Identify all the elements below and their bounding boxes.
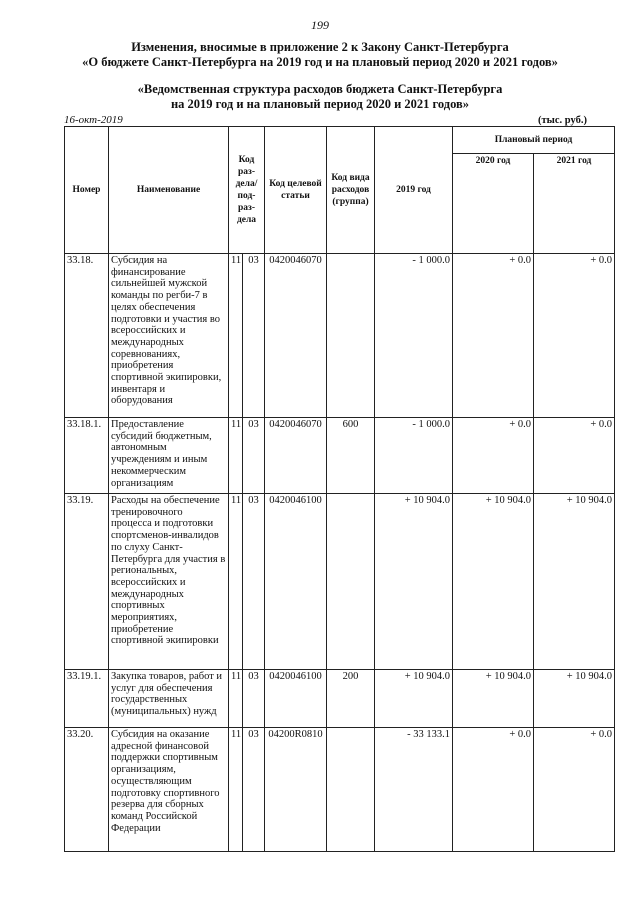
row-section: 11 — [229, 418, 243, 494]
title-line-1: «Ведомственная структура расходов бюджета Санкт-Петербурга — [137, 82, 503, 96]
header-name: Наименование — [109, 127, 229, 254]
row-2021: + 0.0 — [534, 254, 615, 418]
row-target: 0420046070 — [265, 254, 327, 418]
row-target: 0420046100 — [265, 494, 327, 670]
table-row — [65, 494, 615, 670]
row-subsection: 03 — [243, 418, 265, 494]
row-name: Закупка товаров, работ и услуг для обеспечения государственных (муниципальных) нужд — [109, 670, 229, 728]
header-target-code: Код целевой статьи — [265, 127, 327, 254]
page-number: 199 — [311, 18, 329, 32]
row-section: 11 — [229, 254, 243, 418]
row-number: 33.20. — [65, 728, 109, 852]
row-type: 200 — [327, 670, 375, 728]
row-2019: - 33 133.1 — [375, 728, 453, 852]
table-row — [65, 418, 615, 494]
row-name: Предоставление субсидий бюджетным, автономным учреждениям и иным некоммерческим организациям — [109, 418, 229, 494]
header-number: Номер — [65, 127, 109, 254]
row-2021: + 0.0 — [534, 728, 615, 852]
row-subsection: 03 — [243, 254, 265, 418]
table-row — [65, 670, 615, 728]
row-type — [327, 728, 375, 852]
row-section: 11 — [229, 728, 243, 852]
row-subsection: 03 — [243, 728, 265, 852]
header-section-code: Код раз-дела/ под-раз-дела — [229, 127, 265, 254]
document-header — [0, 40, 640, 70]
row-subsection: 03 — [243, 670, 265, 728]
row-section: 11 — [229, 670, 243, 728]
header-2020: 2020 год — [453, 154, 534, 254]
row-section: 11 — [229, 494, 243, 670]
row-name: Субсидия на оказание адресной финансовой поддержки спортивным организациям, осуществляющим подготовку спортивного резерва для сборных команд Российской Федерации — [109, 728, 229, 852]
header-2019: 2019 год — [375, 127, 453, 254]
row-2021: + 0.0 — [534, 418, 615, 494]
row-name: Субсидия на финансирование сильнейшей мужской команды по регби-7 в целях обеспечения подготовки и участия во всероссийских и международных соревнованиях, приобретения спортивной экипировки, инвентаря и оборудования — [109, 254, 229, 418]
budget-table — [64, 126, 615, 852]
row-target: 0420046070 — [265, 418, 327, 494]
header-planned-period: Плановый период — [453, 127, 615, 154]
header-expense-type-code: Код вида расходов (группа) — [327, 127, 375, 254]
row-subsection: 03 — [243, 494, 265, 670]
row-2019: - 1 000.0 — [375, 418, 453, 494]
row-2019: - 1 000.0 — [375, 254, 453, 418]
row-2021: + 10 904.0 — [534, 494, 615, 670]
row-name: Расходы на обеспечение тренировочного процесса и подготовки спортсменов-инвалидов по слуху Санкт-Петербурга для участия в региональных, всероссийских и международных спортивных мероприятиях, приобретение спортивной экипировки — [109, 494, 229, 670]
units-label: (тыс. руб.) — [538, 115, 587, 126]
row-2019: + 10 904.0 — [375, 494, 453, 670]
row-target: 04200R0810 — [265, 728, 327, 852]
row-2020: + 10 904.0 — [453, 670, 534, 728]
document-title — [0, 82, 640, 112]
row-type: 600 — [327, 418, 375, 494]
title-line-2: на 2019 год и на плановый период 2020 и 2021 годов» — [170, 97, 470, 111]
row-2020: + 0.0 — [453, 254, 534, 418]
row-2019: + 10 904.0 — [375, 670, 453, 728]
row-type — [327, 494, 375, 670]
table-row — [65, 254, 615, 418]
row-number: 33.18. — [65, 254, 109, 418]
row-type — [327, 254, 375, 418]
header-line-1: Изменения, вносимые в приложение 2 к Закону Санкт-Петербурга — [131, 40, 509, 54]
row-number: 33.19.1. — [65, 670, 109, 728]
header-line-2: «О бюджете Санкт-Петербурга на 2019 год и на плановый период 2020 и 2021 годов» — [82, 55, 558, 69]
row-2021: + 10 904.0 — [534, 670, 615, 728]
row-2020: + 0.0 — [453, 728, 534, 852]
row-2020: + 10 904.0 — [453, 494, 534, 670]
table-row — [65, 728, 615, 852]
row-number: 33.18.1. — [65, 418, 109, 494]
row-2020: + 0.0 — [453, 418, 534, 494]
document-date: 16-окт-2019 — [64, 114, 123, 126]
header-2021: 2021 год — [534, 154, 615, 254]
row-target: 0420046100 — [265, 670, 327, 728]
row-number: 33.19. — [65, 494, 109, 670]
